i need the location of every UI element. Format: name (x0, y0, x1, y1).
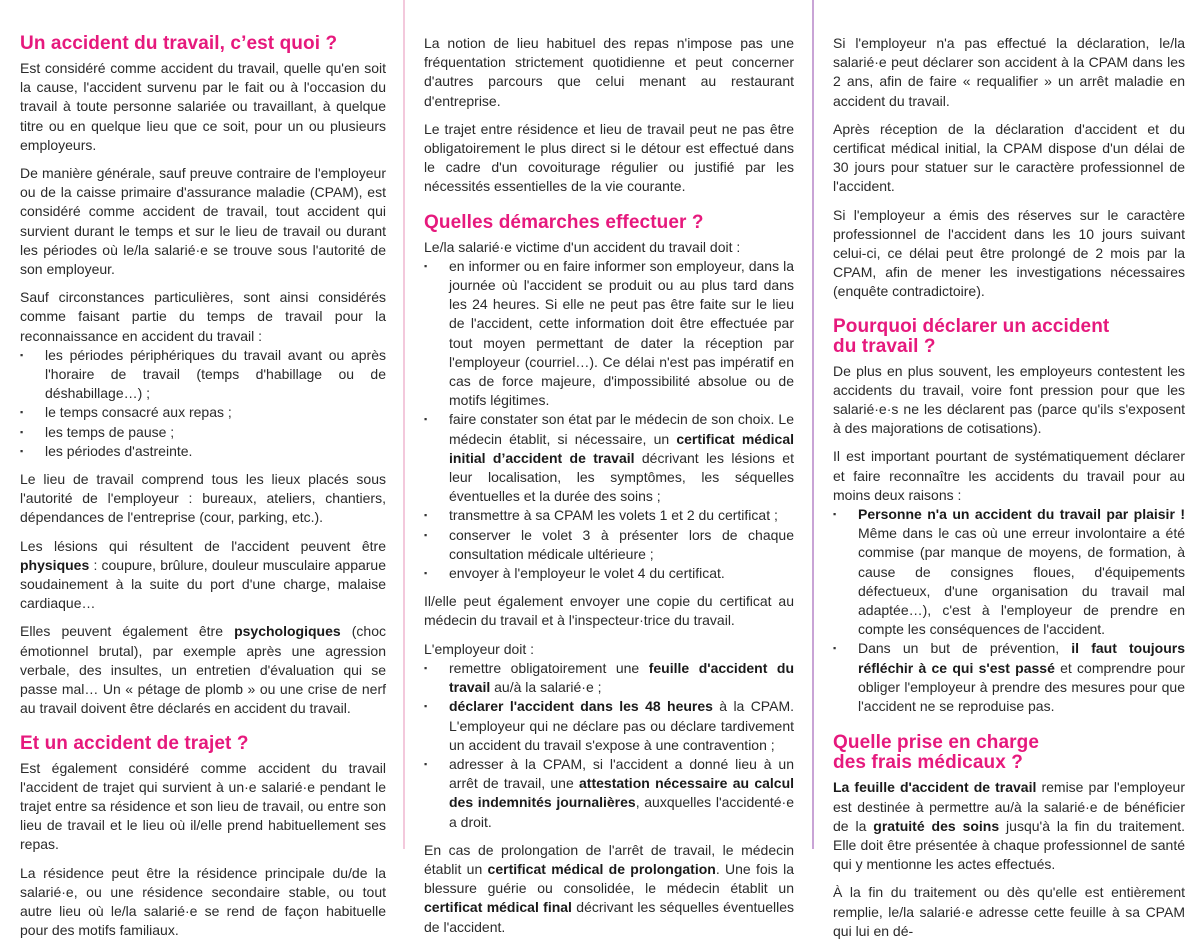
paragraph: Il/elle peut également envoyer une copie du certificat au médecin du travail et à l'inspecteur·trice du travail. (424, 593, 794, 629)
list-item (424, 659, 794, 697)
text-span: au/à la salarié·e ; (490, 679, 602, 696)
list-item (424, 697, 794, 755)
text-span: décrivant les séquelles éventuelles de l'accident. (424, 899, 794, 935)
text-span: décrivant les lésions et leur localisation, les symptômes, les séquelles éventuelles et la durée des soins ; (449, 449, 794, 505)
list-item: ▪ conserver le volet 3 à présenter lors de chaque consultation médicale ultérieure ; (424, 526, 794, 564)
bullet-list-temps-travail (20, 346, 386, 461)
paragraph: À la fin du traitement ou dès qu'elle est entièrement remplie, le/la salarié·e adresse cette feuille à sa CPAM qui lui en dé- (833, 884, 1185, 939)
list-item (833, 639, 1185, 716)
list-item: ▪ les périodes périphériques du travail avant ou après l'horaire de travail (temps d'habillage ou de déshabillage…) ; (20, 346, 386, 404)
paragraph (20, 622, 386, 718)
paragraph (424, 841, 794, 937)
text-span: Elles peuvent également être (20, 623, 235, 640)
text-span: Même dans le cas où une erreur involontaire a été commise (par manque de moyens, de formation, à cause de consignes floues, d'équipements défectueux, d'une organisation du travail mal adaptée…), c'est à l'employeur de prendre en compte les conséquences de l'accident. (858, 525, 1185, 638)
paragraph (20, 537, 386, 614)
list-item: ▪ en informer ou en faire informer son employeur, dans la journée où l'accident se produit ou au plus tard dans les 24 heures. Si elle ne peut pas être faite sur le lieu de l'accident, cette information doit être effectuée par tout moyen permettant de dater la réception par l'employeur (courriel…). Ce délai n'est pas impératif en cas de force majeure, d'impossibilité absolue ou de motifs légitimes. (424, 257, 794, 411)
column-2 (424, 34, 795, 935)
paragraph: Si l'employeur a émis des réserves sur le caractère professionnel de l'accident dans les 10 jours suivant celui-ci, ce délai peut être prolongé de 2 mois par la CPAM, afin de mener les investigations nécessaires (enquête contradictoire). (833, 206, 1185, 300)
list-item: ▪ transmettre à sa CPAM les volets 1 et 2 du certificat ; (424, 506, 794, 525)
list-item: ▪ les périodes d'astreinte. (20, 442, 386, 461)
column-divider-left (403, 0, 405, 849)
heading-accident-du-travail: Un accident du travail, c’est quoi ? (20, 33, 338, 54)
paragraph: La notion de lieu habituel des repas n'impose pas une fréquentation strictement quotidienne et peut concerner d'autres parcours que celui menant au restaurant d'entreprise. (424, 35, 794, 109)
bullet-list-employeur-doit (424, 659, 794, 832)
heading-accident-de-trajet: Et un accident de trajet ? (20, 732, 249, 754)
paragraph: Est également considéré comme accident du travail l'accident de trajet qui survient à un·e salarié·e pendant le trajet entre sa résidence et son lieu de travail, ou entre son lieu de travail et le lieu où il/elle prend habituellement ses repas. (20, 759, 386, 853)
paragraph: De manière générale, sauf preuve contraire de l'employeur ou de la caisse primaire d'assurance maladie (CPAM), est considéré comme accident de travail, tout accident qui survient durant le temps et sur le lieu de travail ou durant les périodes où le/la salarié·e se trouve sous l'autorité de son employeur. (20, 165, 386, 278)
text-span: remettre obligatoirement une (449, 659, 649, 676)
bold-text: certificat médical initial d’accident de travail (449, 430, 795, 466)
paragraph: L'employeur doit : (424, 640, 535, 657)
bullet-list-salarie-doit (424, 257, 794, 583)
list-item (833, 505, 1185, 639)
text-span: jusqu'à la fin du traitement. Elle doit être présentée à chaque professionnel de santé qui y mentionne les actes effectués. (833, 817, 1185, 873)
bold-text: psychologiques (234, 623, 341, 640)
bold-text: physiques (20, 556, 90, 573)
column-3 (833, 34, 1186, 939)
text-span: et comprendre pour obliger l'employeur à prendre des mesures pour que l'accident ne se reproduise pas. (858, 659, 1186, 715)
heading-demarches: Quelles démarches effectuer ? (424, 211, 704, 233)
paragraph: Sauf circonstances particulières, sont ainsi considérés comme faisant partie du temps de travail pour la reconnaissance en accident du travail : (20, 289, 386, 344)
text-span: à la CPAM. L'employeur qui ne déclare pas ou déclare tardivement un accident du travail s'expose à une contravention ; (449, 698, 794, 753)
paragraph: Il est important pourtant de systématiquement déclarer et faire reconnaître les accidents du travail pour au moins deux raisons : (833, 448, 1185, 503)
paragraph: Si l'employeur n'a pas effectué la déclaration, le/la salarié·e peut déclarer son accident à la CPAM dans les 2 ans, afin de faire « requalifier » un arrêt maladie en accident du travail. (833, 35, 1185, 109)
paragraph: La résidence peut être la résidence principale du/de la salarié·e, ou une résidence secondaire stable, ou tout autre lieu où le/la salarié·e se rend de façon habituelle pour des motifs familiaux. (20, 864, 386, 939)
text-span: . Une fois la blessure guérie ou consolidée, le médecin établit un (424, 860, 794, 897)
text-span: Dans un but de prévention, (858, 640, 1072, 657)
paragraph: De plus en plus souvent, les employeurs contestent les accidents du travail, voire font pression pour que les salarié·e·s ne les déclarent pas (parce qu'ils s'exposent à des majorations de cotisations). (833, 362, 1185, 437)
bold-text: feuille d'accident du travail (449, 659, 794, 696)
bold-text: attestation nécessaire au calcul des indemnités journalières (449, 775, 795, 811)
text-span: En cas de prolongation de l'arrêt de travail, le médecin établit un (424, 841, 794, 877)
paragraph: Le trajet entre résidence et lieu de travail peut ne pas être obligatoirement le plus direct si le détour est effectué dans le cadre d'un covoiturage régulier ou justifié par les nécessités essentielles de la vie courante. (424, 120, 794, 195)
list-item: ▪ les temps de pause ; (20, 423, 386, 442)
text-span: remise par l'employeur est destinée à permettre au/à la salarié·e de bénéficier de la (833, 779, 1185, 834)
text-span: adresser à la CPAM, si l'accident a donné lieu à un arrêt de travail, une (449, 755, 794, 792)
text-span: , auxquelles l'accidenté·e a droit. (449, 794, 794, 830)
bullet-list-raisons (833, 505, 1185, 716)
paragraph: Après réception de la déclaration d'accident et du certificat médical initial, la CPAM dispose d'un délai de 30 jours pour statuer sur le caractère professionnel de l'accident. (833, 120, 1185, 195)
list-item (424, 410, 794, 506)
heading-pourquoi-declarer: Pourquoi déclarer un accident du travail ? (833, 315, 1110, 357)
list-item: ▪ le temps consacré aux repas ; (20, 403, 386, 422)
paragraph: Le/la salarié·e victime d'un accident du travail doit : (424, 238, 741, 255)
bold-text: certificat médical final (424, 899, 572, 916)
bold-text: La feuille d'accident de travail (833, 779, 1037, 796)
bold-text: certificat médical de prolongation (487, 860, 716, 877)
column-1 (20, 33, 386, 939)
bold-text: déclarer l'accident dans les 48 heures (449, 698, 713, 715)
heading-prise-en-charge: Quelle prise en charge des frais médicaux ? (833, 732, 1040, 774)
text-span: Les lésions qui résultent de l'accident peuvent être (20, 537, 386, 554)
paragraph (833, 778, 1185, 874)
paragraph: Est considéré comme accident du travail, quelle qu'en soit la cause, l'accident survenu par le fait ou à l'occasion du travail à toute personne salariée ou travaillant, à quelque titre ou en quelque lieu que ce soit, pour un ou plusieurs employeurs. (20, 60, 386, 153)
bold-text: il faut toujours réfléchir à ce qui s'est passé (858, 640, 1185, 676)
paragraph: Le lieu de travail comprend tous les lieux placés sous l'autorité de l'employeur : bureaux, ateliers, chantiers, dépendances de l'entreprise (cour, parking, etc.). (20, 471, 386, 526)
bold-text: gratuité des soins (873, 817, 1000, 834)
bold-text: Personne n'a un accident du travail par plaisir ! (858, 506, 1185, 523)
list-item (424, 755, 794, 832)
text-span: : coupure, brûlure, douleur musculaire apparue soudainement à la suite du port d'une charge, malaise cardiaque… (20, 556, 386, 612)
column-divider-right (812, 0, 814, 849)
text-span: (choc émotionnel brutal), par exemple après une agression verbale, des insultes, un entretien d'évaluation qui se passe mal… Un « pétage de plomb » ou une crise de nerf au travail doivent être déclarés en accident du travail. (20, 623, 386, 717)
text-span: faire constater son état par le médecin de son choix. Le médecin établit, si nécessaire, un (449, 411, 794, 447)
list-item: ▪ envoyer à l'employeur le volet 4 du certificat. (424, 564, 794, 583)
